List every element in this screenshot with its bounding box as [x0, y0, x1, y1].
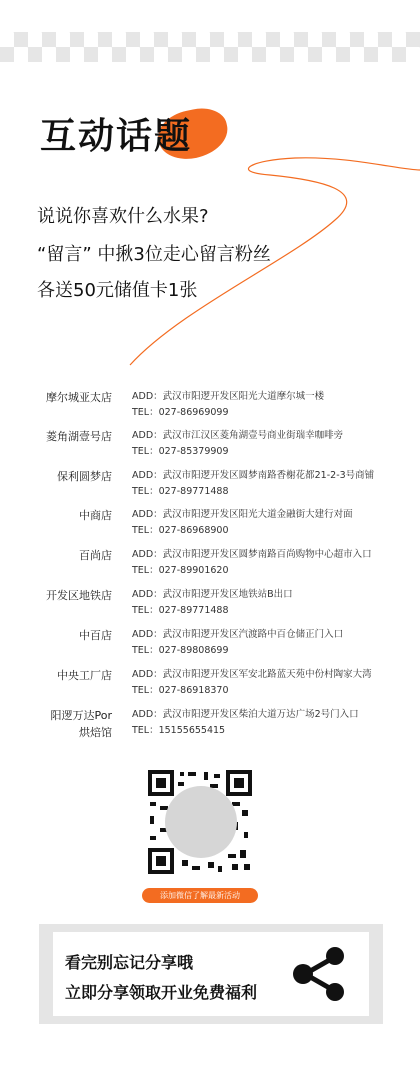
store-name: 百尚店 — [79, 549, 112, 562]
store-item — [0, 706, 420, 744]
store-name: 中商店 — [79, 509, 112, 522]
store-name: 中百店 — [79, 629, 112, 642]
store-address: ADD：武汉市阳逻开发区柴泊大道万达广场2号门入口 — [132, 709, 359, 720]
share-panel — [39, 924, 383, 1024]
share-icon[interactable] — [289, 944, 349, 1004]
store-item — [0, 666, 420, 704]
store-address: ADD：武汉市阳逻开发区圆梦南路香榭花都21-2-3号商铺 — [132, 470, 375, 481]
promo-question: 说说你喜欢什么水果? — [37, 206, 209, 227]
store-info — [132, 468, 374, 500]
store-item — [0, 586, 420, 624]
share-reminder: 看完别忘记分享哦 — [65, 953, 194, 972]
store-address: ADD：武汉市江汉区菱角湖壹号商业街瑞幸咖啡旁 — [132, 430, 344, 441]
qr-code[interactable] — [148, 770, 252, 874]
qr-code-graphic — [148, 770, 252, 874]
store-item — [0, 546, 420, 584]
share-card[interactable] — [53, 932, 369, 1016]
store-address: ADD：武汉市阳逻开发区地铁站B出口 — [132, 589, 293, 600]
store-address: ADD：武汉市阳逻开发区圆梦南路百尚购物中心超市入口 — [132, 549, 372, 560]
qr-caption: 添加微信了解最新活动 — [142, 888, 258, 903]
store-item — [0, 467, 420, 505]
store-info — [132, 707, 359, 739]
store-address: ADD：武汉市阳逻开发区阳光大道摩尔城一楼 — [132, 391, 325, 402]
store-info — [132, 547, 372, 579]
store-phone[interactable]: TEL：027-86969099 — [132, 407, 229, 418]
store-address: ADD：武汉市阳逻开发区阳光大道金融街大建行对面 — [132, 509, 353, 520]
share-benefit: 立即分享领取开业免费福利 — [65, 983, 258, 1002]
promo-prize: 各送50元储值卡1张 — [37, 280, 198, 301]
store-name: 保利圆梦店 — [57, 470, 112, 483]
store-address: ADD：武汉市阳逻开发区军安北路蓝天苑中份村陶家大湾 — [132, 669, 372, 680]
store-item — [0, 506, 420, 544]
checker-banner — [0, 32, 420, 62]
store-item — [0, 388, 420, 426]
store-phone[interactable]: TEL：027-86918370 — [132, 685, 229, 696]
store-phone[interactable]: TEL：027-86968900 — [132, 525, 229, 536]
store-phone[interactable]: TEL：027-89808699 — [132, 645, 229, 656]
store-item — [0, 626, 420, 664]
store-info — [132, 389, 324, 421]
store-info — [132, 627, 343, 659]
store-name: 菱角湖壹号店 — [46, 430, 112, 443]
store-name: 中央工厂店 — [57, 669, 112, 682]
store-name: 开发区地铁店 — [46, 589, 112, 602]
store-name: 摩尔城亚太店 — [46, 391, 112, 404]
store-phone[interactable]: TEL：027-89771488 — [132, 486, 229, 497]
store-info — [132, 428, 343, 460]
promo-draw: “留言” 中揪3位走心留言粉丝 — [37, 244, 271, 265]
store-phone[interactable]: TEL：15155655415 — [132, 725, 226, 736]
store-address: ADD：武汉市阳逻开发区汽渡路中百仓储正门入口 — [132, 629, 344, 640]
store-name: 阳逻万达Por 烘焙馆 — [50, 709, 112, 739]
store-info — [132, 587, 293, 619]
store-item — [0, 427, 420, 465]
store-info — [132, 507, 353, 539]
store-info — [132, 667, 372, 699]
store-phone[interactable]: TEL：027-89771488 — [132, 605, 229, 616]
store-phone[interactable]: TEL：027-89901620 — [132, 565, 229, 576]
store-phone[interactable]: TEL：027-85379909 — [132, 446, 229, 457]
page-title: 互动话题 — [40, 116, 193, 157]
